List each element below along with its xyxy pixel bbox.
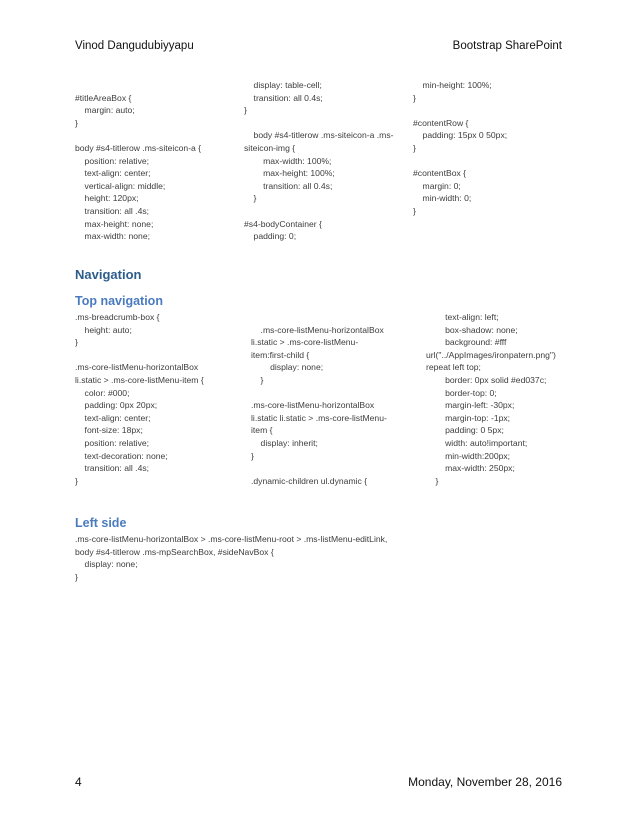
code-line: font-size: 18px; [75,425,143,436]
code-line: body #s4-titlerow .ms-siteicon-a .ms- [244,130,394,141]
code-line: } [251,450,254,461]
heading-left-side: Left side [75,516,127,530]
code-line: height: auto; [75,324,132,335]
code-line: margin-top: -1px; [426,412,511,423]
code-line: } [244,105,247,116]
code-line [75,129,201,142]
code-line: text-align: left; [426,312,499,322]
code-line: padding: 0 5px; [426,425,504,436]
code-line: vertical-align: middle; [75,180,166,191]
code-block-nav-col1 [75,311,204,487]
code-line: min-height: 100%; [413,80,492,90]
code-block-top-col1 [75,79,201,243]
code-line: text-decoration: none; [75,450,168,461]
code-line: li.static li.static > .ms-core-listMenu- [251,412,387,423]
code-line: display: table-cell; [244,80,322,90]
code-line: max-height: 100%; [244,168,335,179]
code-line: max-width: none; [75,231,150,242]
code-line: } [413,92,416,103]
code-line: } [75,117,78,128]
code-line: display: none; [75,559,138,570]
code-line: border: 0px solid #ed037c; [426,374,547,385]
heading-navigation: Navigation [75,267,142,282]
code-line [75,79,201,92]
footer-date: Monday, November 28, 2016 [408,775,562,789]
code-line: height: 120px; [75,193,139,204]
code-block-top-col3 [413,79,507,218]
code-line: margin-left: -30px; [426,400,515,411]
code-line: } [251,374,264,385]
code-line [413,104,507,117]
code-line: display: none; [251,362,324,373]
code-line: position: relative; [75,437,150,448]
code-line: #titleAreaBox { [75,92,132,103]
code-line: } [413,205,416,216]
code-line: siteicon-img { [244,142,296,153]
code-block-top-col2 [244,79,393,243]
code-line: body #s4-titlerow .ms-mpSearchBox, #sideNavBox { [75,546,274,557]
code-line: margin: auto; [75,105,135,116]
code-line: transition: all 0.4s; [244,180,333,191]
code-line: max-width: 100%; [244,155,332,166]
code-line: } [426,475,439,486]
code-line: min-width: 0; [413,193,472,204]
code-line: min-width:200px; [426,450,511,461]
code-line: padding: 15px 0 50px; [413,130,508,141]
code-line: max-height: none; [75,218,154,229]
code-line: transition: all .4s; [75,205,150,216]
code-line [251,311,387,324]
code-line: .ms-core-listMenu-horizontalBox > .ms-core-listMenu-root > .ms-listMenu-editLink, [75,534,388,544]
code-block-nav-col3 [426,311,556,487]
code-line: text-align: center; [75,412,151,423]
code-line: display: inherit; [251,437,318,448]
code-line: border-top: 0; [426,387,497,398]
code-line: item:first-child { [251,349,310,360]
code-line: .ms-breadcrumb-box { [75,312,160,322]
code-line: box-shadow: none; [426,324,518,335]
code-line: .ms-core-listMenu-horizontalBox [75,362,199,373]
code-line [251,387,387,400]
header-author: Vinod Dangudubiyyapu [75,40,194,52]
heading-top-navigation: Top navigation [75,294,163,308]
code-line: url("../AppImages/ironpatern.png") [426,349,556,360]
code-line: background: #fff [426,337,507,348]
code-line: } [413,142,416,153]
code-line: } [244,193,257,204]
code-line: } [75,475,78,486]
code-line: repeat left top; [426,362,481,373]
code-line: #contentRow { [413,117,469,128]
code-line: text-align: center; [75,168,151,179]
code-line: .ms-core-listMenu-horizontalBox [251,400,375,411]
code-block-left-side [75,533,387,583]
header-title: Bootstrap SharePoint [452,40,562,52]
code-line: li.static > .ms-core-listMenu-item { [75,374,204,385]
code-line: width: auto!important; [426,437,528,448]
code-line: color: #000; [75,387,130,398]
code-line: padding: 0px 20px; [75,400,158,411]
code-line: margin: 0; [413,180,461,191]
code-line: } [75,571,78,582]
code-line: body #s4-titlerow .ms-siteicon-a { [75,142,202,153]
code-line: item { [251,425,273,436]
code-line: li.static > .ms-core-listMenu- [251,337,359,348]
code-line: #contentBox { [413,168,467,179]
code-line: transition: all 0.4s; [244,92,323,103]
code-line [413,155,507,168]
code-line [251,462,387,475]
code-line [244,117,393,130]
code-line [244,205,393,218]
code-line: .ms-core-listMenu-horizontalBox [251,324,384,335]
code-line [75,349,204,362]
code-block-nav-col2 [251,311,387,487]
code-line: padding: 0; [244,231,297,242]
code-line: .dynamic-children ul.dynamic { [251,475,368,486]
page-number: 4 [75,775,82,789]
code-line: } [75,337,78,348]
code-line: max-width: 250px; [426,463,515,474]
code-line: position: relative; [75,155,150,166]
code-line: #s4-bodyContainer { [244,218,322,229]
code-line: transition: all .4s; [75,463,150,474]
